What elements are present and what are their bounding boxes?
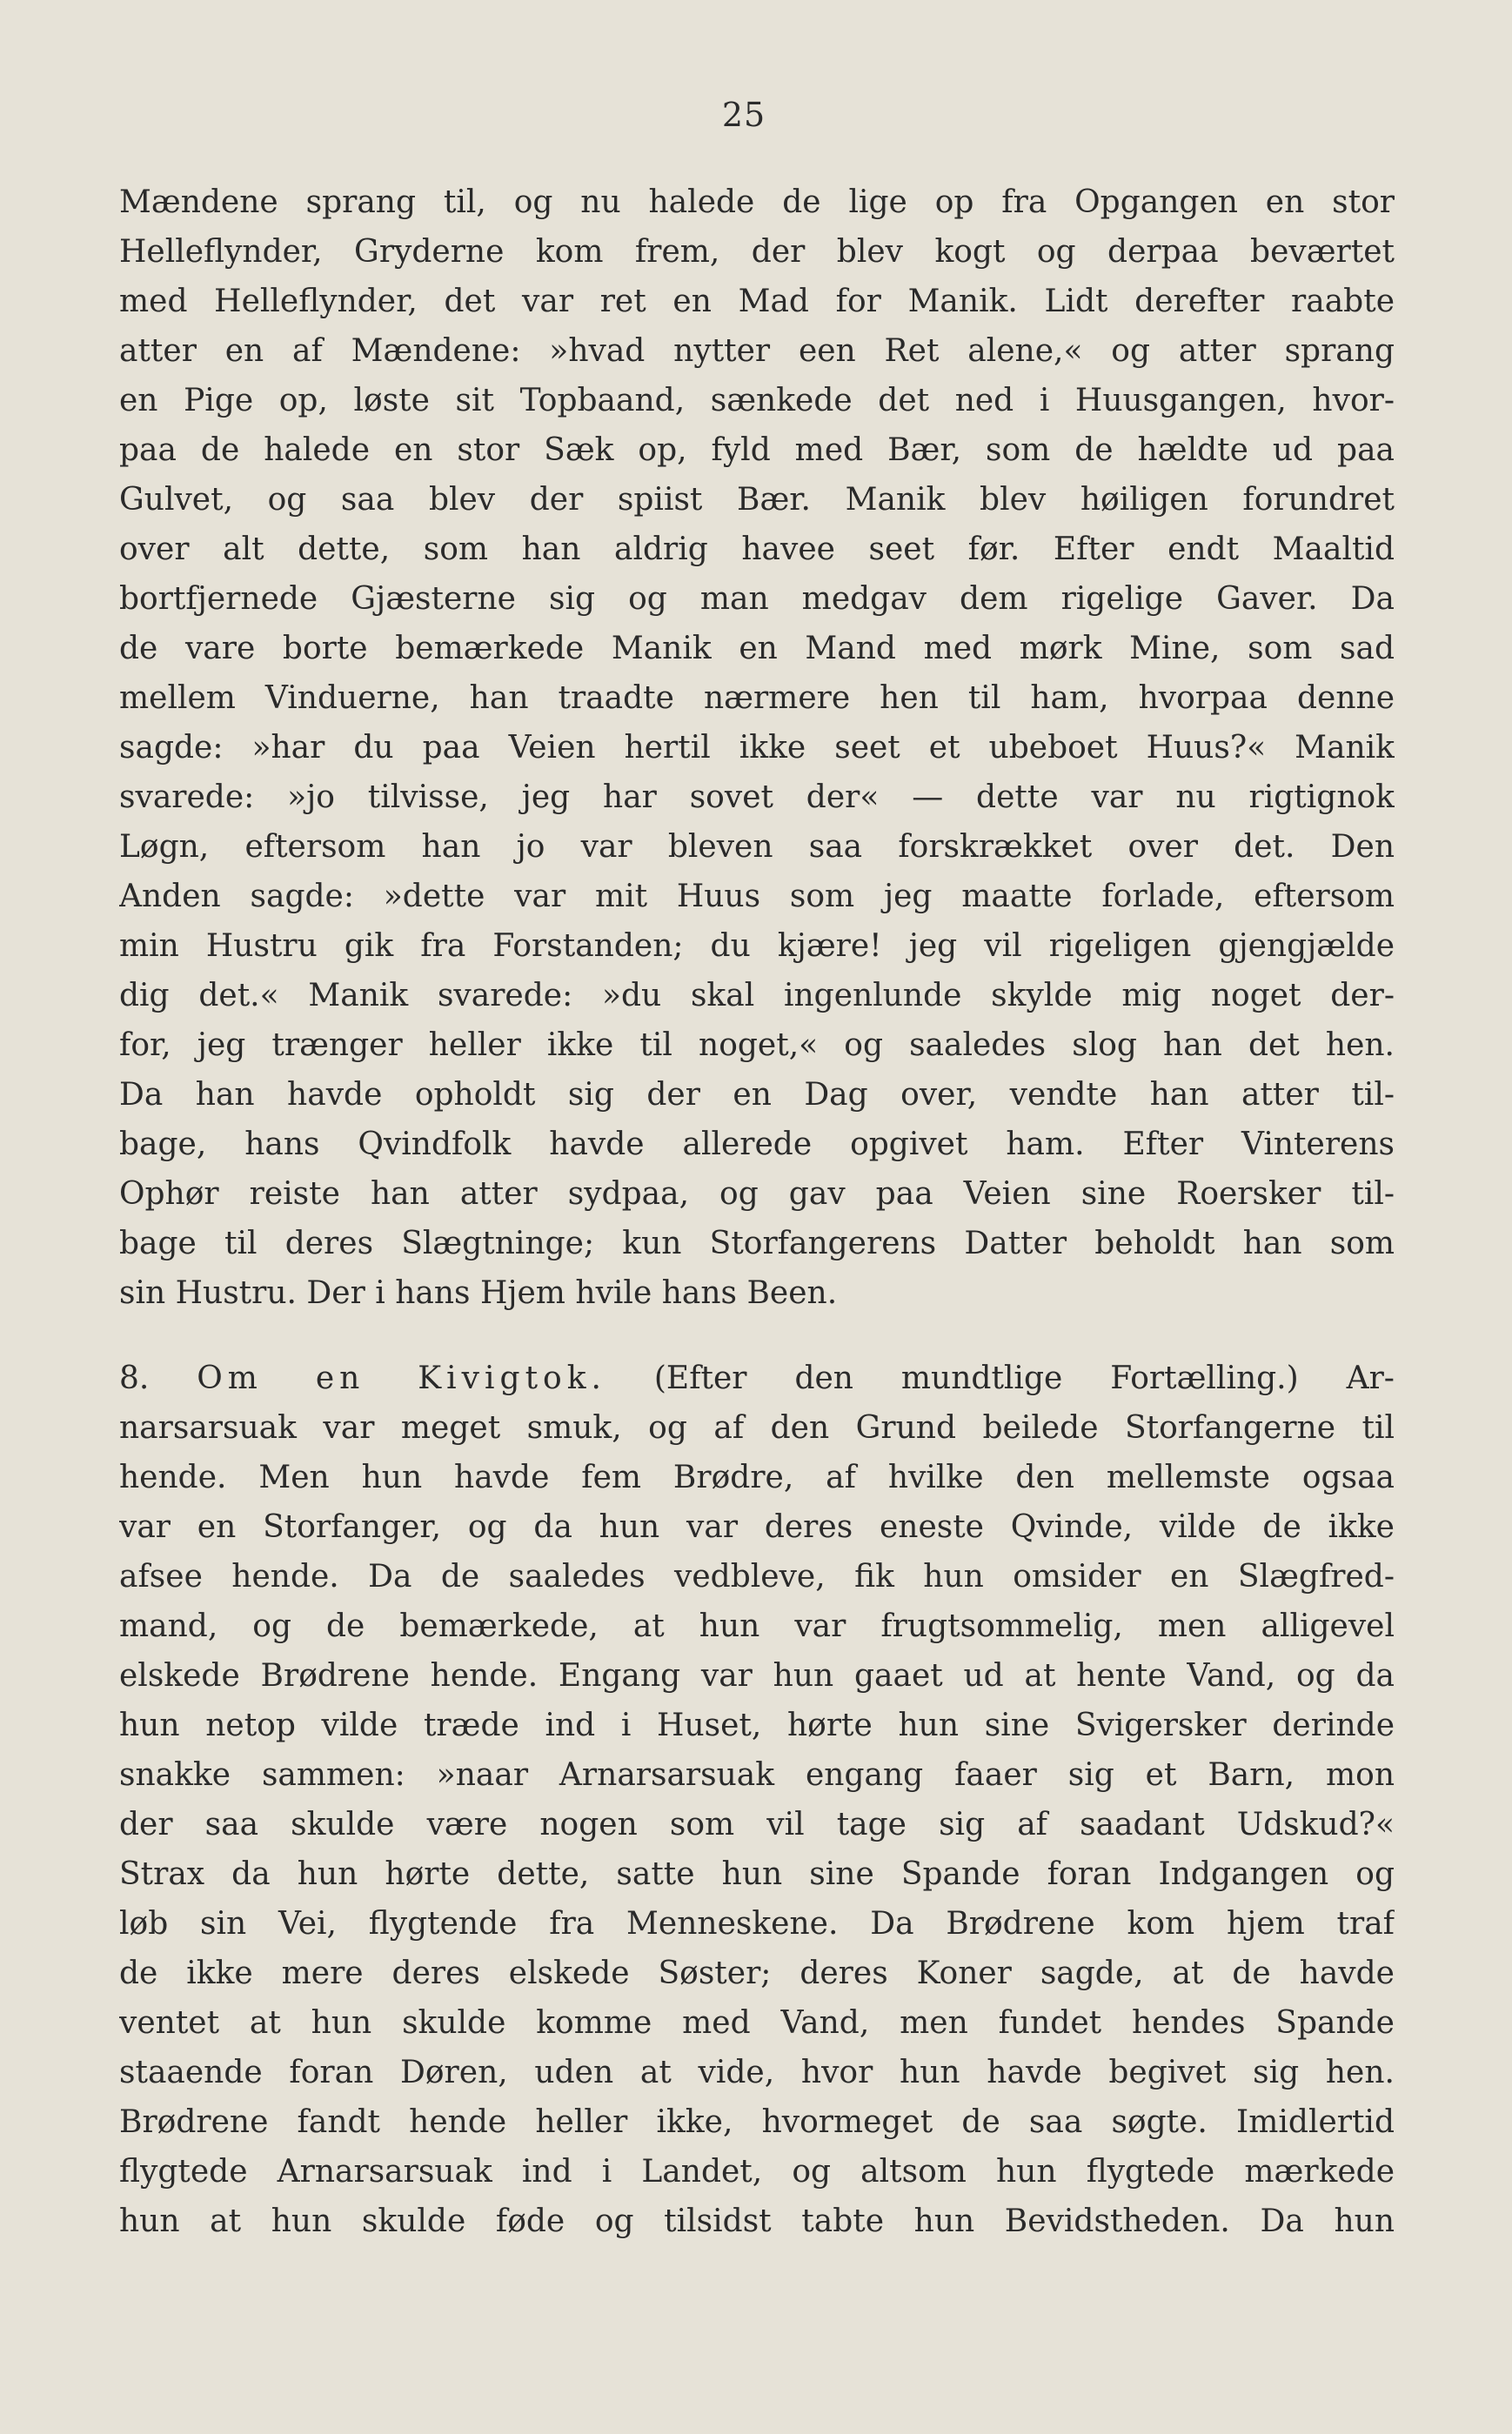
section-first-line-text: (Efter den mundtlige Fortælling.) Ar- — [653, 1361, 1395, 1396]
text-line: de ikke mere deres elskede Søster; deres Koner sagde, at de havde — [119, 1956, 1395, 1991]
text-line: atter en af Mændene: »hvad nytter een Ret alene,« og atter sprang — [119, 333, 1395, 369]
section-first-line — [119, 1354, 1395, 1403]
text-line: Anden sagde: »dette var mit Huus som jeg maatte forlade, eftersom — [119, 879, 1395, 914]
text-line: de vare borte bemærkede Manik en Mand med mørk Mine, som sad — [119, 631, 1395, 666]
text-line: svarede: »jo tilvisse, jeg har sovet der« — dette var nu rigtignok — [119, 779, 1395, 815]
paragraph-gap — [119, 1318, 1395, 1354]
text-line: Gulvet, og saa blev der spiist Bær. Manik blev høiligen forundret — [119, 482, 1395, 518]
text-line: Mændene sprang til, og nu halede de lige op fra Opgangen en stor — [119, 184, 1395, 220]
text-line: var en Storfanger, og da hun var deres eneste Qvinde, vilde de ikke — [119, 1509, 1395, 1545]
text-line: Brødrene fandt hende heller ikke, hvormeget de saa søgte. Imidlertid — [119, 2104, 1395, 2140]
text-line: sin Hustru. Der i hans Hjem hvile hans Been. — [119, 1275, 838, 1311]
text-line: hun at hun skulde føde og tilsidst tabte hun Bevidstheden. Da hun — [119, 2203, 1395, 2239]
text-line: bortfjernede Gjæsterne sig og man medgav dem rigelige Gaver. Da — [119, 581, 1395, 617]
text-line: snakke sammen: »naar Arnarsarsuak engang faaer sig et Barn, mon — [119, 1757, 1395, 1793]
text-line: elskede Brødrene hende. Engang var hun gaaet ud at hente Vand, og da — [119, 1658, 1395, 1694]
text-line: Helleflynder, Gryderne kom frem, der blev kogt og derpaa beværtet — [119, 234, 1395, 270]
page-number: 25 — [721, 96, 766, 134]
text-line: mellem Vinduerne, han traadte nærmere hen til ham, hvorpaa denne — [119, 680, 1395, 716]
text-line: bage til deres Slægtninge; kun Storfangerens Datter beholdt han som — [119, 1226, 1395, 1261]
text-line: Strax da hun hørte dette, satte hun sine Spande foran Indgangen og — [119, 1856, 1395, 1892]
text-line: mand, og de bemærkede, at hun var frugtsommelig, men alligevel — [119, 1608, 1395, 1644]
text-line: afsee hende. Da de saaledes vedbleve, fik hun omsider en Slægfred- — [119, 1559, 1395, 1595]
text-line: for, jeg trænger heller ikke til noget,« og saaledes slog han det hen. — [119, 1027, 1395, 1063]
text-line: flygtede Arnarsarsuak ind i Landet, og altsom hun flygtede mærkede — [119, 2154, 1395, 2190]
text-line: Ophør reiste han atter sydpaa, og gav paa Veien sine Roersker til- — [119, 1176, 1395, 1212]
text-line: bage, hans Qvindfolk havde allerede opgivet ham. Efter Vinterens — [119, 1127, 1395, 1162]
paragraph-2 — [119, 1354, 1395, 2246]
text-line: med Helleflynder, det var ret en Mad for Manik. Lidt derefter raabte — [119, 284, 1395, 319]
text-line: narsarsuak var meget smuk, og af den Grund beilede Storfangerne til — [119, 1410, 1395, 1446]
text-line: hun netop vilde træde ind i Huset, hørte hun sine Svigersker derinde — [119, 1708, 1395, 1743]
text-line: staaende foran Døren, uden at vide, hvor hun havde begivet sig hen. — [119, 2055, 1395, 2090]
paragraph-1 — [119, 177, 1395, 1318]
text-line: der saa skulde være nogen som vil tage sig af saadant Udskud?« — [119, 1807, 1395, 1842]
text-line: løb sin Vei, flygtende fra Menneskene. Da Brødrene kom hjem traf — [119, 1906, 1395, 1942]
section-number: 8. — [119, 1361, 150, 1396]
text-line: Da han havde opholdt sig der en Dag over, vendte han atter til- — [119, 1077, 1395, 1113]
text-line: hende. Men hun havde fem Brødre, af hvilke den mellemste ogsaa — [119, 1460, 1395, 1495]
text-line: paa de halede en stor Sæk op, fyld med Bær, som de hældte ud paa — [119, 432, 1395, 468]
body-text — [119, 177, 1395, 2246]
text-line: over alt dette, som han aldrig havee seet før. Efter endt Maaltid — [119, 532, 1395, 567]
text-line: Løgn, eftersom han jo var bleven saa forskrækket over det. Den — [119, 829, 1395, 865]
section-title: Om en Kivigtok. — [197, 1361, 606, 1396]
text-line: dig det.« Manik svarede: »du skal ingenlunde skylde mig noget der- — [119, 978, 1395, 1013]
text-line: en Pige op, løste sit Topbaand, sænkede det ned i Huusgangen, hvor- — [119, 383, 1395, 418]
text-line: sagde: »har du paa Veien hertil ikke seet et ubeboet Huus?« Manik — [119, 730, 1395, 766]
text-line: ventet at hun skulde komme med Vand, men fundet hendes Spande — [119, 2005, 1395, 2041]
text-line: min Hustru gik fra Forstanden; du kjære! jeg vil rigeligen gjengjælde — [119, 928, 1395, 964]
